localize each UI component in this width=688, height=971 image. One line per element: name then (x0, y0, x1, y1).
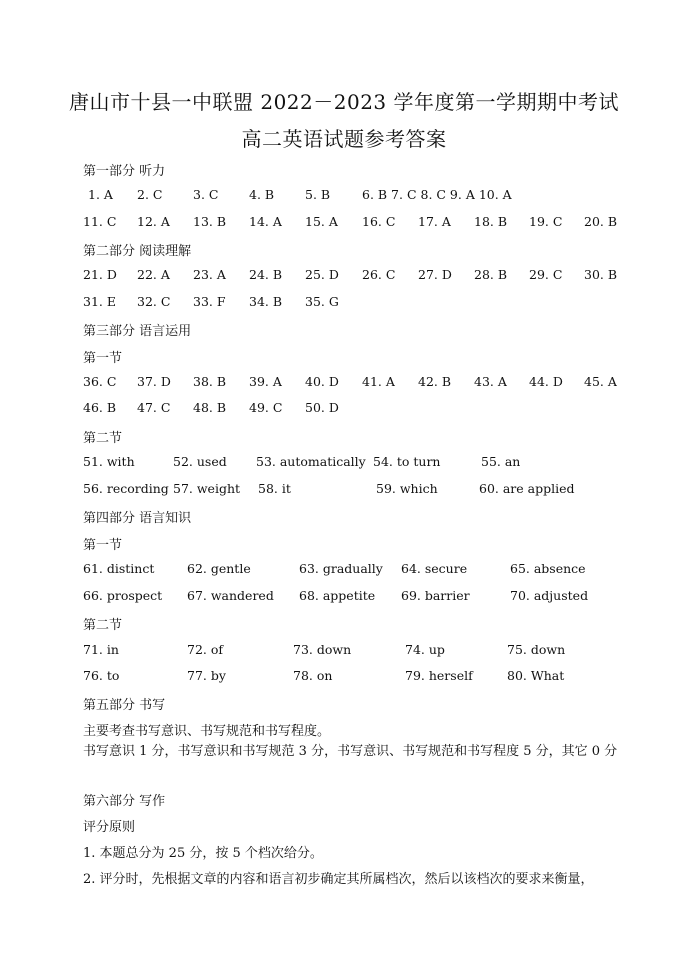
answer-cell: 72. of (187, 642, 224, 657)
answer-cell: 23. A (193, 267, 226, 282)
answer-cell: 63. gradually (299, 561, 383, 576)
answer-cell: 44. D (529, 374, 563, 389)
answer-cell: 73. down (293, 642, 352, 657)
part4-section1: 第一节 (83, 538, 123, 553)
answer-cell: 34. B (249, 294, 283, 309)
answer-cell: 53. automatically (256, 454, 366, 469)
answer-cell: 50. D (305, 400, 339, 415)
answer-cell: 74. up (405, 642, 445, 657)
answer-cell: 65. absence (510, 561, 586, 576)
answer-cell: 43. A (474, 374, 507, 389)
answer-cell: 66. prospect (83, 588, 163, 603)
answer-cell: 47. C (137, 400, 171, 415)
answer-cell: 42. B (418, 374, 452, 389)
part3-heading: 第三部分 语言运用 (83, 324, 192, 339)
answer-cell: 6. B 7. C 8. C 9. A 10. A (362, 187, 512, 202)
answer-cell: 11. C (83, 214, 117, 229)
answer-cell: 79. herself (405, 668, 473, 683)
answer-cell: 19. C (529, 214, 563, 229)
answer-cell: 55. an (481, 454, 521, 469)
part6-item2: 2. 评分时，先根据文章的内容和语言初步确定其所属档次，然后以该档次的要求来衡量， (83, 872, 594, 887)
answer-cell: 45. A (584, 374, 617, 389)
part3-section1: 第一节 (83, 351, 123, 366)
answer-cell: 54. to turn (373, 454, 441, 469)
answer-cell: 56. recording (83, 481, 169, 496)
answer-cell: 4. B (249, 187, 275, 202)
answer-cell: 29. C (529, 267, 563, 282)
answer-cell: 77. by (187, 668, 226, 683)
answer-cell: 64. secure (401, 561, 468, 576)
answer-cell: 67. wandered (187, 588, 274, 603)
answer-cell: 33. F (193, 294, 226, 309)
answer-cell: 32. C (137, 294, 171, 309)
part5-line2: 书写意识 1 分，书写意识和书写规范 3 分，书写意识、书写规范和书写程度 5 分，其它 0 分 (83, 744, 618, 759)
answer-cell: 62. gentle (187, 561, 251, 576)
part6-heading: 第六部分 写作 (83, 794, 166, 809)
document-title: 唐山市十县一中联盟 2022－2023 学年度第一学期期中考试 (68, 90, 619, 114)
part5-line1: 主要考查书写意识、书写规范和书写程度。 (83, 724, 331, 739)
answer-cell: 24. B (249, 267, 283, 282)
answer-cell: 51. with (83, 454, 135, 469)
answer-cell: 70. adjusted (510, 588, 589, 603)
answer-cell: 39. A (249, 374, 282, 389)
answer-cell: 16. C (362, 214, 396, 229)
part1-heading: 第一部分 听力 (83, 164, 166, 179)
answer-cell: 48. B (193, 400, 227, 415)
part5-heading: 第五部分 书写 (83, 698, 166, 713)
answer-cell: 49. C (249, 400, 283, 415)
answer-cell: 30. B (584, 267, 618, 282)
answer-cell: 52. used (173, 454, 227, 469)
answer-cell: 35. G (305, 294, 339, 309)
answer-cell: 71. in (83, 642, 119, 657)
answer-cell: 40. D (305, 374, 339, 389)
answer-cell: 25. D (305, 267, 339, 282)
answer-cell: 15. A (305, 214, 338, 229)
answer-cell: 69. barrier (401, 588, 470, 603)
answer-cell: 31. E (83, 294, 116, 309)
part6-item1: 1. 本题总分为 25 分，按 5 个档次给分。 (83, 846, 323, 861)
part3-section2: 第二节 (83, 431, 123, 446)
answer-cell: 80. What (507, 668, 565, 683)
answer-cell: 41. A (362, 374, 395, 389)
answer-cell: 14. A (249, 214, 282, 229)
answer-cell: 22. A (137, 267, 170, 282)
document-subtitle: 高二英语试题参考答案 (241, 127, 447, 151)
answer-cell: 38. B (193, 374, 227, 389)
answer-cell: 60. are applied (479, 481, 575, 496)
answer-cell: 75. down (507, 642, 566, 657)
answer-cell: 13. B (193, 214, 227, 229)
part6-subheading: 评分原则 (83, 820, 136, 835)
part4-section2: 第二节 (83, 618, 123, 633)
answer-cell: 36. C (83, 374, 117, 389)
answer-cell: 59. which (376, 481, 438, 496)
answer-cell: 58. it (258, 481, 291, 496)
answer-cell: 21. D (83, 267, 117, 282)
answer-cell: 1. A (88, 187, 113, 202)
answer-cell: 28. B (474, 267, 508, 282)
answer-cell: 76. to (83, 668, 120, 683)
answer-cell: 46. B (83, 400, 117, 415)
answer-cell: 12. A (137, 214, 170, 229)
answer-cell: 3. C (193, 187, 219, 202)
answer-cell: 57. weight (173, 481, 241, 496)
answer-cell: 27. D (418, 267, 452, 282)
answer-cell: 26. C (362, 267, 396, 282)
answer-cell: 5. B (305, 187, 331, 202)
answer-cell: 18. B (474, 214, 508, 229)
answer-cell: 61. distinct (83, 561, 155, 576)
answer-cell: 78. on (293, 668, 333, 683)
part2-heading: 第二部分 阅读理解 (83, 244, 192, 259)
answer-cell: 17. A (418, 214, 451, 229)
answer-cell: 2. C (137, 187, 163, 202)
answer-cell: 68. appetite (299, 588, 376, 603)
answer-cell: 20. B (584, 214, 618, 229)
answer-cell: 37. D (137, 374, 171, 389)
part4-heading: 第四部分 语言知识 (83, 511, 192, 526)
